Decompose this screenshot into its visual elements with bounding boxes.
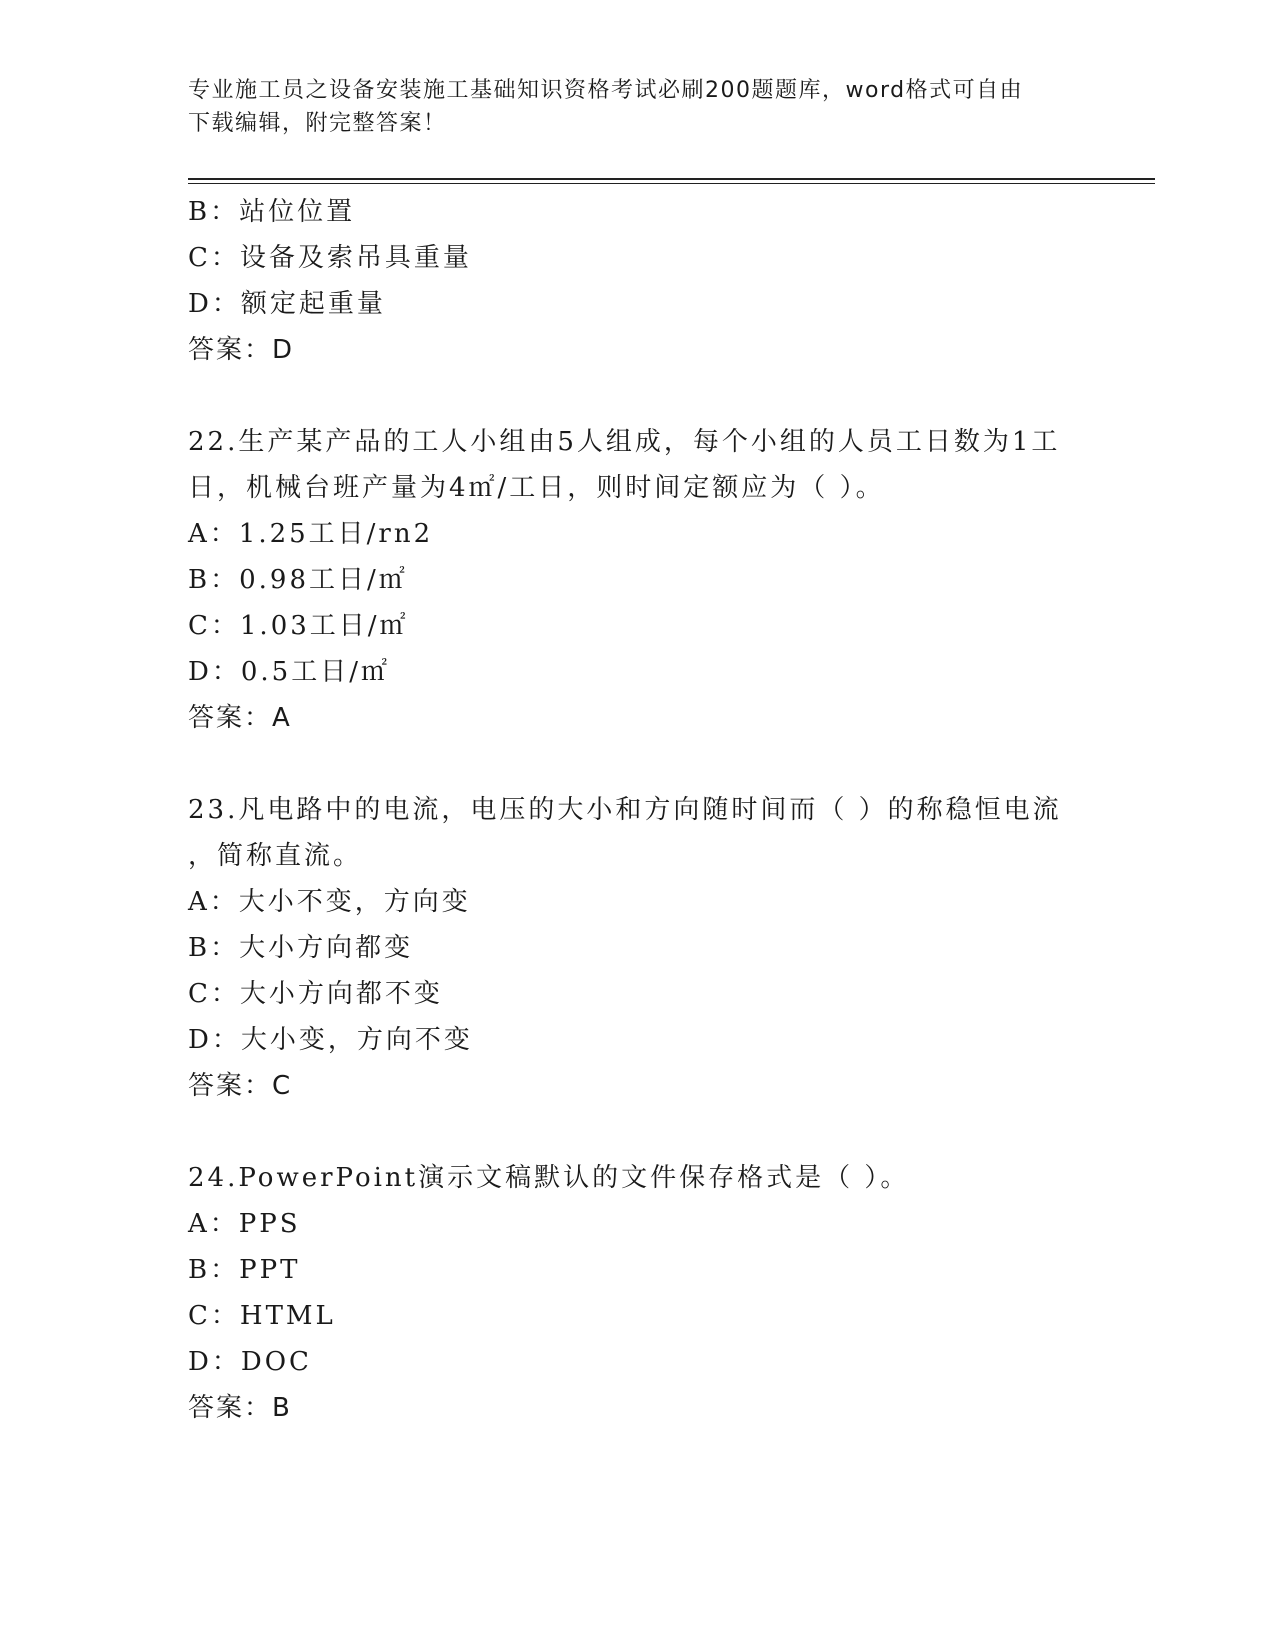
- option-b: B：0.98工日/㎡: [188, 565, 408, 595]
- question-24: [188, 1155, 1088, 1431]
- question-stem-line-2: ，简称直流。: [188, 841, 363, 871]
- question-stem-line-1: 23.凡电路中的电流，电压的大小和方向随时间而（ ）的称稳恒电流: [188, 795, 1062, 825]
- answer-line: 答案：D: [188, 335, 295, 365]
- spacer: [188, 741, 1088, 787]
- option-d: D：额定起重量: [188, 289, 386, 319]
- header-title-line-1: 专业施工员之设备安装施工基础知识资格考试必刷200题题库，word格式可自由: [188, 78, 1024, 103]
- answer-line: 答案：A: [188, 703, 292, 733]
- header-title-line-2: 下载编辑，附完整答案！: [188, 111, 447, 136]
- option-d: D：DOC: [188, 1347, 312, 1377]
- option-c: C：设备及索吊具重量: [188, 243, 472, 273]
- option-c: C：HTML: [188, 1301, 336, 1331]
- spacer: [188, 373, 1088, 419]
- question-stem-line-2: 日，机械台班产量为4㎡/工日，则时间定额应为（ ）。: [188, 473, 885, 503]
- option-c: C：大小方向都不变: [188, 979, 443, 1009]
- option-a: A：PPS: [188, 1209, 301, 1239]
- option-d: D：0.5工日/㎡: [188, 657, 390, 687]
- option-a: A：大小不变，方向变: [188, 887, 471, 917]
- spacer: [188, 1109, 1088, 1155]
- header-divider-thin: [188, 183, 1155, 184]
- option-d: D：大小变，方向不变: [188, 1025, 473, 1055]
- question-21-tail: [188, 189, 1088, 373]
- option-a: A：1.25工日/rn2: [188, 519, 434, 549]
- question-stem-line-1: 24.PowerPoint演示文稿默认的文件保存格式是（ ）。: [188, 1163, 910, 1193]
- option-b: B：大小方向都变: [188, 933, 414, 963]
- option-b: B：站位位置: [188, 197, 356, 227]
- question-23: [188, 787, 1088, 1109]
- header-divider-thick: [188, 178, 1155, 180]
- option-c: C：1.03工日/㎡: [188, 611, 409, 641]
- answer-line: 答案：B: [188, 1393, 292, 1423]
- option-b: B：PPT: [188, 1255, 301, 1285]
- question-22: [188, 419, 1088, 741]
- answer-line: 答案：C: [188, 1071, 293, 1101]
- question-list: [188, 189, 1088, 1431]
- document-header: [188, 74, 1088, 140]
- question-stem-line-1: 22.生产某产品的工人小组由5人组成，每个小组的人员工日数为1工: [188, 427, 1061, 457]
